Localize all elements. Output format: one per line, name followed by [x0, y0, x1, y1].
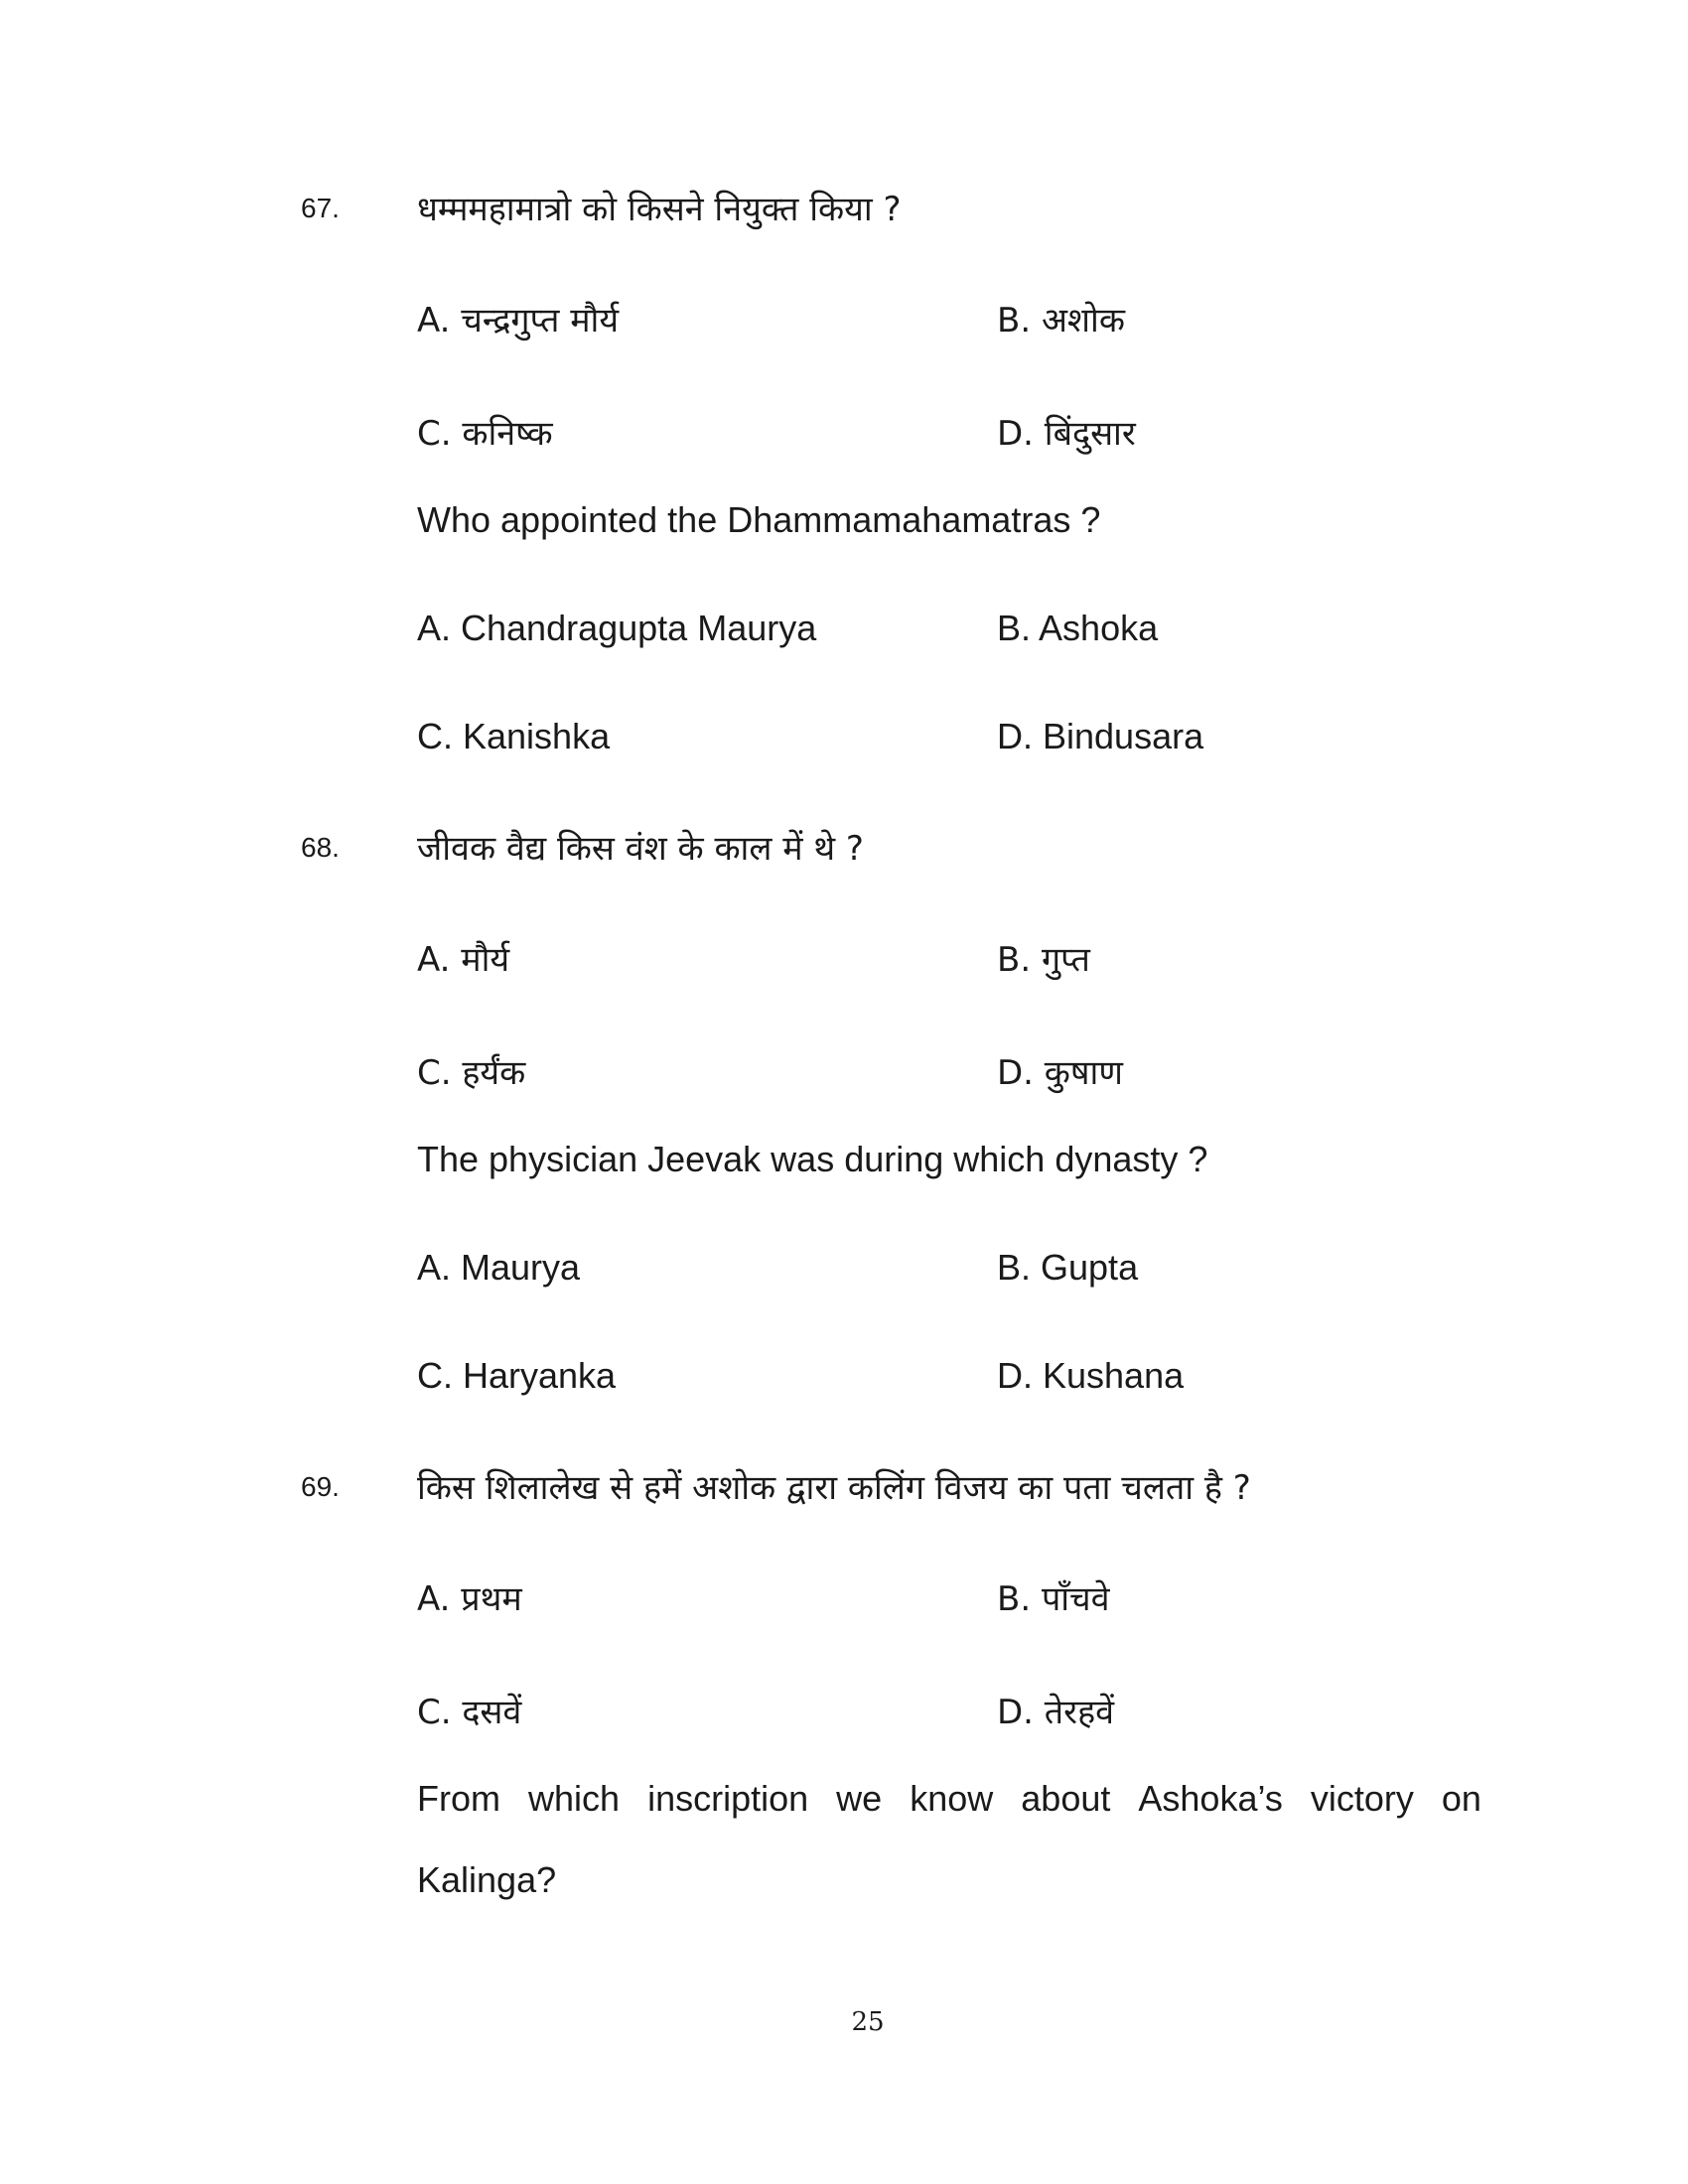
- option-c-english: C. Kanishka: [417, 716, 611, 756]
- option-a-hindi: A. चन्द्रगुप्त मौर्य: [417, 301, 620, 341]
- option-d-hindi: D. कुषाण: [997, 1053, 1123, 1093]
- option-a-english: A. Maurya: [417, 1247, 581, 1288]
- stem-word: know: [910, 1778, 994, 1819]
- stem-word: victory: [1310, 1778, 1414, 1819]
- question-stem-hindi: किस शिलालेख से हमें अशोक द्वारा कलिंग विजय का पता चलता है ?: [417, 1468, 1251, 1508]
- option-c-hindi: C. दसवें: [417, 1693, 522, 1732]
- question-stem-english-line-1: [417, 1778, 1481, 1820]
- option-d-hindi: D. तेरहवें: [997, 1693, 1115, 1732]
- option-a-english: A. Chandragupta Maurya: [417, 608, 817, 648]
- stem-word: Ashoka’s: [1138, 1778, 1283, 1819]
- question-stem-english-line-2: Kalinga?: [417, 1859, 557, 1900]
- stem-word: From: [417, 1778, 500, 1819]
- option-b-english: B. Ashoka: [997, 608, 1159, 648]
- question-number: 67.: [301, 193, 340, 223]
- option-b-hindi: B. गुप्त: [997, 940, 1090, 980]
- question-number: 69.: [301, 1471, 340, 1502]
- option-d-english: D. Bindusara: [997, 716, 1204, 756]
- question-stem-english: Who appointed the Dhammamahamatras ?: [417, 499, 1101, 540]
- option-c-english: C. Haryanka: [417, 1355, 617, 1396]
- question-stem-hindi: जीवक वैद्य किस वंश के काल में थे ?: [417, 829, 864, 869]
- option-c-hindi: C. हर्यंक: [417, 1053, 526, 1093]
- page-number: 25: [851, 2007, 885, 2037]
- option-b-hindi: B. अशोक: [997, 301, 1125, 341]
- stem-word: about: [1021, 1778, 1111, 1819]
- option-d-english: D. Kushana: [997, 1355, 1185, 1396]
- option-b-english: B. Gupta: [997, 1247, 1139, 1288]
- option-a-hindi: A. प्रथम: [417, 1579, 522, 1619]
- stem-word: on: [1441, 1778, 1481, 1819]
- question-stem-english: The physician Jeevak was during which dynasty ?: [417, 1139, 1208, 1179]
- stem-word: which: [528, 1778, 621, 1819]
- option-b-hindi: B. पाँचवे: [997, 1579, 1110, 1619]
- question-stem-hindi: धम्ममहामात्रो को किसने नियुक्त किया ?: [417, 190, 902, 229]
- stem-word: we: [836, 1778, 883, 1819]
- stem-word: inscription: [647, 1778, 809, 1819]
- option-c-hindi: C. कनिष्क: [417, 414, 553, 454]
- question-number: 68.: [301, 832, 340, 863]
- option-a-hindi: A. मौर्य: [417, 940, 510, 980]
- option-d-hindi: D. बिंदुसार: [997, 414, 1136, 454]
